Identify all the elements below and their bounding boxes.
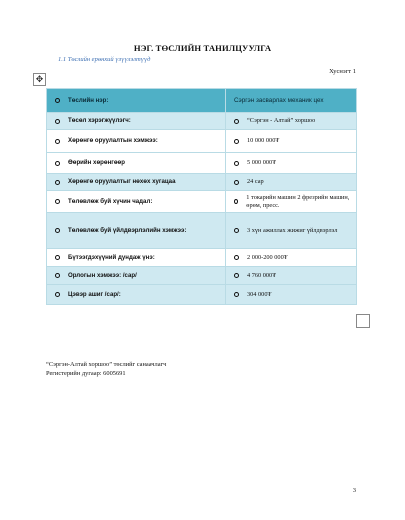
row-label: Хөрөнгө оруулалтын хэмжээ:	[68, 137, 158, 144]
row-label: Цэвэр ашиг /сар/:	[68, 290, 121, 298]
row-value-cell[interactable]	[226, 153, 357, 174]
row-label: Төлөвлөж буй хүчин чадал:	[68, 197, 153, 205]
row-label-cell[interactable]	[47, 285, 226, 305]
bullet-circle-icon	[234, 119, 239, 124]
row-value: “Сэргэн - Алтай” хоршоо	[247, 117, 316, 124]
table-row	[47, 89, 357, 113]
bullet-circle-icon	[234, 273, 239, 278]
table-caption: Хуснэгт 1	[329, 68, 356, 75]
project-info-table	[46, 88, 357, 305]
row-value-cell[interactable]	[226, 249, 357, 267]
row-value: 2 000-200 000₮	[247, 253, 288, 261]
bullet-circle-icon	[234, 199, 238, 204]
row-value: Сэргэн засварлах механик цех	[234, 96, 324, 104]
row-label: Орлогын хэмжээ: /сар/	[68, 271, 137, 279]
bullet-circle-icon	[234, 180, 239, 185]
subsection-heading: 1.1 Төслийн ерөнхий үзүүлэлтүүд	[58, 56, 151, 63]
row-label-cell[interactable]	[47, 267, 226, 285]
bullet-circle-icon	[55, 199, 60, 204]
row-label-cell[interactable]	[47, 191, 226, 213]
row-value-cell[interactable]	[226, 285, 357, 305]
row-value: 1 токарийн машин 2 фрезрийн машин, өрөм, пресс.	[246, 193, 350, 209]
table-row	[47, 267, 357, 285]
bullet-circle-icon	[55, 292, 60, 297]
row-value-cell[interactable]	[226, 267, 357, 285]
row-label-cell[interactable]	[47, 174, 226, 191]
row-value: 10 000 000₮	[247, 137, 280, 144]
table-row	[47, 213, 357, 249]
table-move-handle-icon[interactable]: ✥	[33, 73, 46, 86]
row-value-cell[interactable]	[226, 191, 357, 213]
row-label: Бүтээгдэхүүний дундаж үнэ:	[68, 253, 155, 261]
row-value-cell[interactable]	[226, 174, 357, 191]
table-row	[47, 174, 357, 191]
bullet-circle-icon	[55, 139, 60, 144]
row-value: 4 760 000₮	[247, 271, 277, 279]
bullet-circle-icon	[55, 180, 60, 185]
row-value: 304 000₮	[247, 290, 272, 298]
row-value: 24 сар	[247, 178, 264, 185]
bullet-circle-icon	[234, 292, 239, 297]
bullet-circle-icon	[234, 228, 239, 233]
row-value-cell[interactable]	[226, 213, 357, 249]
bullet-circle-icon	[55, 273, 60, 278]
signature-block	[46, 360, 166, 378]
bullet-circle-icon	[55, 119, 60, 124]
row-label-cell[interactable]	[47, 89, 226, 113]
signature-line-registration: Регистерийн дугаар: 6005691	[46, 370, 126, 377]
table-row	[47, 130, 357, 153]
row-label: Төсөл хэрэгжүүлэгч:	[68, 117, 131, 124]
table-row	[47, 191, 357, 213]
bullet-circle-icon	[55, 98, 60, 103]
table-row	[47, 285, 357, 305]
bullet-circle-icon	[234, 255, 239, 260]
bullet-circle-icon	[55, 228, 60, 233]
row-label: Өөрийн хөрөнгөөр	[68, 159, 125, 166]
row-value-cell[interactable]	[226, 89, 357, 113]
table-row	[47, 113, 357, 130]
row-value: 3 хүн ажиллах жижиг үйлдвэрлэл	[247, 226, 338, 234]
row-label: Хөрөнгө оруулалтыг нөхөх хугацаа	[68, 178, 176, 185]
bullet-circle-icon	[55, 255, 60, 260]
row-label-cell[interactable]	[47, 153, 226, 174]
row-value-cell[interactable]	[226, 130, 357, 153]
row-value: 5 000 000₮	[247, 159, 277, 166]
row-label: Төслийн нэр:	[68, 96, 109, 104]
row-label-cell[interactable]	[47, 213, 226, 249]
row-label: Төлөвлөж буй үйлдвэрлэлийн хэмжээ:	[68, 226, 187, 234]
bullet-circle-icon	[55, 161, 60, 166]
section-title: НЭГ. ТӨСЛИЙН ТАНИЛЦУУЛГА	[133, 43, 272, 53]
bullet-circle-icon	[234, 139, 239, 144]
table-row	[47, 153, 357, 174]
page-number: 3	[352, 487, 356, 494]
row-label-cell[interactable]	[47, 113, 226, 130]
table-resize-handle-icon[interactable]	[356, 314, 370, 328]
row-label-cell[interactable]	[47, 249, 226, 267]
row-label-cell[interactable]	[47, 130, 226, 153]
bullet-circle-icon	[234, 161, 239, 166]
table-row	[47, 249, 357, 267]
row-value-cell[interactable]	[226, 113, 357, 130]
signature-line-initiator: “Сэргэн-Алтай хоршоо” төслийг санаачлагч	[46, 361, 167, 368]
